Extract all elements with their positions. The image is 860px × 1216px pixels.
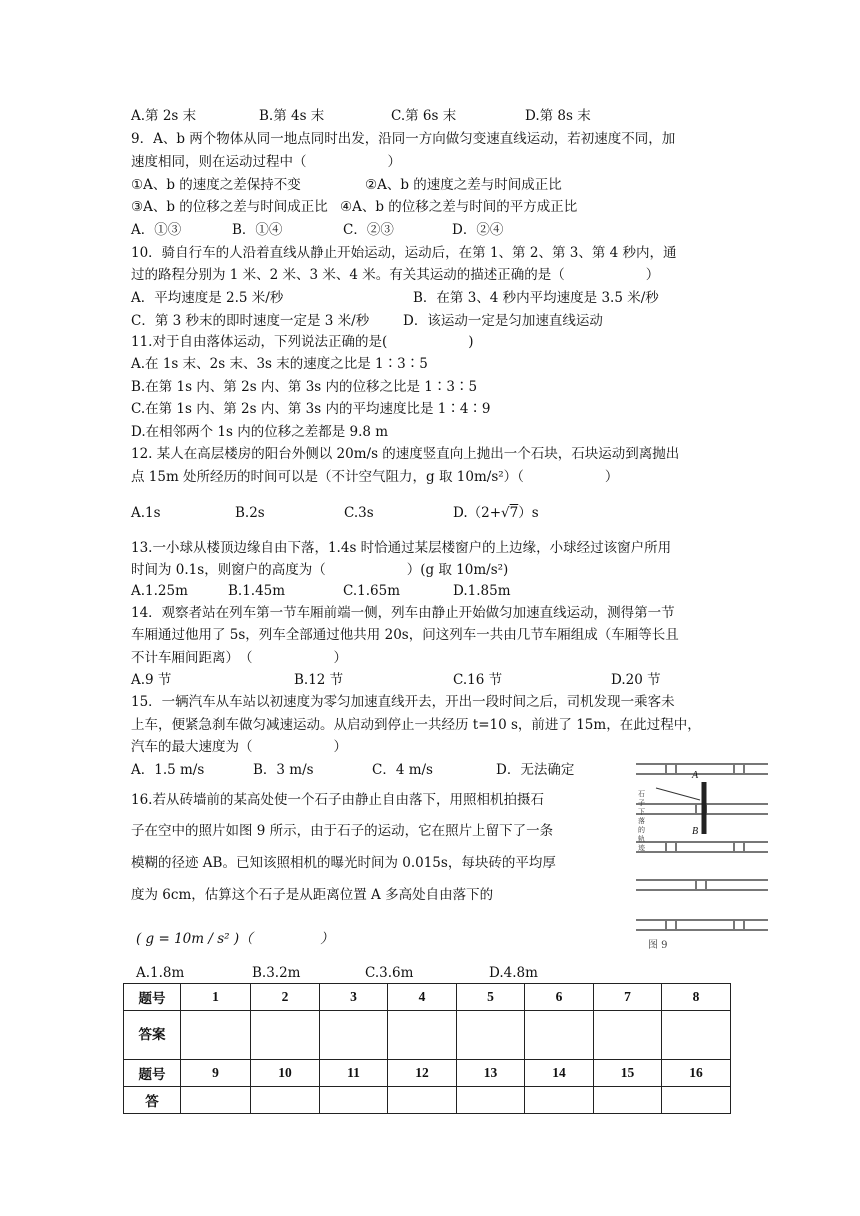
q14-option-b: B.12 节: [294, 672, 344, 688]
answer-table: [123, 983, 731, 1114]
q10-stem-line1: 10．骑自行车的人沿着直线从静止开始运动，运动后，在第 1、第 2、第 3、第 4 秒内，通: [131, 245, 677, 261]
table-header-cell: 14: [525, 1060, 594, 1087]
table-header-cell: 3: [320, 984, 388, 1011]
q12-stem-line2: 点 15m 处所经历的时间可以是（不计空气阻力，g 取 10m/s²）（ ）: [131, 469, 619, 485]
answer-cell[interactable]: [457, 1087, 525, 1114]
answer-cell[interactable]: [181, 1087, 251, 1114]
q9-statement-4: ④A、b 的位移之差与时间的平方成正比: [340, 199, 578, 215]
table-header-cell: 10: [251, 1060, 320, 1087]
q9-statement-2: ②A、b 的速度之差与时间成正比: [365, 177, 562, 193]
q8-option-c: C.第 6s 末: [391, 108, 457, 124]
answer-cell[interactable]: [594, 1011, 662, 1060]
answer-cell[interactable]: [525, 1087, 594, 1114]
table-header-cell: 8: [662, 984, 731, 1011]
q13-option-a: A.1.25m: [131, 583, 188, 599]
q13-option-b: B.1.45m: [228, 583, 286, 599]
table-row: [124, 1087, 731, 1114]
table-header-cell: 6: [525, 984, 594, 1011]
q16-option-a: A.1.8m: [136, 965, 185, 981]
q9-option-c: C．②③: [343, 222, 394, 238]
q16-option-c: C.3.6m: [365, 965, 414, 981]
q9-statement-3: ③A、b 的位移之差与时间成正比: [131, 199, 328, 215]
q11-option-c: C.在第 1s 内、第 2s 内、第 3s 内的平均速度比是 1∶4∶9: [131, 401, 491, 417]
q12-option-d: [453, 503, 539, 523]
table-header-cell: 4: [388, 984, 457, 1011]
q8-option-b: B.第 4s 末: [259, 108, 325, 124]
q11-option-a: A.在 1s 末、2s 末、3s 末的速度之比是 1∶3∶5: [131, 356, 428, 372]
q15-stem-line2: 上车，便紧急刹车做匀减速运动。从启动到停止一共经历 t=10 s，前进了 15m，在此过程中，: [131, 717, 701, 733]
q11-stem: 11.对于自由落体运动，下列说法正确的是( ): [131, 334, 474, 350]
q13-option-d: D.1.85m: [453, 583, 511, 599]
q12-option-d-radicand: 7: [509, 505, 519, 521]
answer-cell[interactable]: [525, 1011, 594, 1060]
q12-option-d-suffix: ）s: [518, 505, 539, 521]
table-header-cell: 1: [181, 984, 251, 1011]
answer-cell[interactable]: [662, 1087, 731, 1114]
q9-option-d: D．②④: [452, 222, 504, 238]
answer-cell[interactable]: [181, 1011, 251, 1060]
table-header-cell: 7: [594, 984, 662, 1011]
q13-stem-line2: 时间为 0.1s，则窗户的高度为（ ）(g 取 10m/s²): [131, 562, 509, 578]
table-header-cell: 题号: [124, 1060, 181, 1087]
q9-option-a: A．①③: [131, 222, 182, 238]
table-row: [124, 1011, 731, 1060]
table-row: [124, 1060, 731, 1087]
table-header-cell: 16: [662, 1060, 731, 1087]
q14-option-c: C.16 节: [453, 672, 503, 688]
q16-stem-line2: 子在空中的照片如图 9 所示，由于石子的运动，它在照片上留下了一条: [131, 823, 554, 839]
q16-formula: ( g = 10m / s² )（ ）: [136, 931, 334, 947]
sqrt-symbol: √: [501, 505, 510, 521]
q9-stem-line1: 9．A、b 两个物体从同一地点同时出发，沿同一方向做匀变速直线运动，若初速度不同，加: [131, 131, 676, 147]
answer-label-cell: 答: [124, 1087, 181, 1114]
q10-stem-line2: 过的路程分别为 1 米、2 米、3 米、4 米。有关其运动的描述正确的是（ ）: [131, 267, 660, 283]
q14-stem-line1: 14．观察者站在列车第一节车厢前端一侧，列车由静止开始做匀加速直线运动，测得第一节: [131, 605, 675, 621]
q8-option-a: A.第 2s 末: [131, 108, 197, 124]
figure-label-a: A: [692, 770, 699, 781]
q9-stem-line2: 速度相同，则在运动过程中（ ）: [131, 154, 401, 170]
q12-option-c: C.3s: [344, 505, 374, 521]
answer-cell[interactable]: [251, 1087, 320, 1114]
answer-cell[interactable]: [594, 1087, 662, 1114]
q9-statement-1: ①A、b 的速度之差保持不变: [131, 177, 301, 193]
table-header-cell: 5: [457, 984, 525, 1011]
answer-cell[interactable]: [251, 1011, 320, 1060]
q15-option-a: A．1.5 m/s: [131, 762, 205, 778]
figure-side-text: 石子下落的轨迹: [638, 790, 645, 852]
table-header-cell: 15: [594, 1060, 662, 1087]
q11-option-b: B.在第 1s 内、第 2s 内、第 3s 内的位移之比是 1∶3∶5: [131, 379, 478, 395]
q10-option-d: D．该运动一定是匀加速直线运动: [403, 313, 603, 329]
q15-stem-line1: 15．一辆汽车从车站以初速度为零匀加速直线开去，开出一段时间之后，司机发现一乘客未: [131, 694, 675, 710]
q11-option-d: D.在相邻两个 1s 内的位移之差都是 9.8 m: [131, 424, 389, 440]
q10-option-c: C．第 3 秒末的即时速度一定是 3 米/秒: [131, 313, 370, 329]
q13-stem-line1: 13.一小球从楼顶边缘自由下落，1.4s 时恰通过某层楼窗户的上边缘，小球经过该窗户所用: [131, 540, 672, 556]
answer-label-cell: 答案: [124, 1011, 181, 1060]
answer-cell[interactable]: [388, 1087, 457, 1114]
figure-9: [636, 750, 768, 950]
q12-option-a: A.1s: [131, 505, 161, 521]
q15-option-d: D．无法确定: [496, 762, 575, 778]
q8-option-d: D.第 8s 末: [525, 108, 591, 124]
table-header-cell: 12: [388, 1060, 457, 1087]
answer-cell[interactable]: [457, 1011, 525, 1060]
table-header-cell: 9: [181, 1060, 251, 1087]
table-row: [124, 984, 731, 1011]
q14-option-d: D.20 节: [611, 672, 661, 688]
answer-cell[interactable]: [320, 1011, 388, 1060]
figure-label-b: B: [692, 826, 699, 837]
q16-stem-line3: 模糊的径迹 AB。已知该照相机的曝光时间为 0.015s，每块砖的平均厚: [131, 855, 556, 871]
answer-cell[interactable]: [388, 1011, 457, 1060]
table-header-cell: 题号: [124, 984, 181, 1011]
figure-caption: 图 9: [648, 940, 668, 951]
brick-wall-diagram: [636, 750, 768, 950]
q14-option-a: A.9 节: [131, 672, 172, 688]
q16-stem-line4: 度为 6cm，估算这个石子是从距离位置 A 多高处自由落下的: [131, 887, 494, 903]
table-header-cell: 2: [251, 984, 320, 1011]
q10-option-a: A．平均速度是 2.5 米/秒: [131, 290, 284, 306]
pointer-line: [656, 788, 700, 800]
q14-stem-line2: 车厢通过他用了 5s，列车全部通过他共用 20s，问这列车一共由几节车厢组成（车厢等长且: [131, 627, 679, 643]
q15-stem-line3: 汽车的最大速度为（ ）: [131, 739, 347, 755]
answer-cell[interactable]: [662, 1011, 731, 1060]
q10-option-b: B．在第 3、4 秒内平均速度是 3.5 米/秒: [413, 290, 659, 306]
q12-stem-line1: 12. 某人在高层楼房的阳台外侧以 20m/s 的速度竖直向上抛出一个石块，石块运动到离抛出: [131, 446, 680, 462]
q12-option-b: B.2s: [235, 505, 265, 521]
q15-option-b: B．3 m/s: [253, 762, 314, 778]
q12-option-d-prefix: D.（2+: [453, 505, 502, 521]
q16-stem-line1: 16.若从砖墙前的某高处使一个石子由静止自由落下，用照相机拍摄石: [131, 792, 544, 808]
q15-option-c: C．4 m/s: [372, 762, 433, 778]
q14-stem-line3: 不计车厢间距离） （ ）: [131, 650, 347, 666]
answer-cell[interactable]: [320, 1087, 388, 1114]
table-header-cell: 13: [457, 1060, 525, 1087]
q9-option-b: B．①④: [232, 222, 283, 238]
q13-option-c: C.1.65m: [343, 583, 400, 599]
q16-option-b: B.3.2m: [252, 965, 301, 981]
q16-option-d: D.4.8m: [489, 965, 538, 981]
table-header-cell: 11: [320, 1060, 388, 1087]
